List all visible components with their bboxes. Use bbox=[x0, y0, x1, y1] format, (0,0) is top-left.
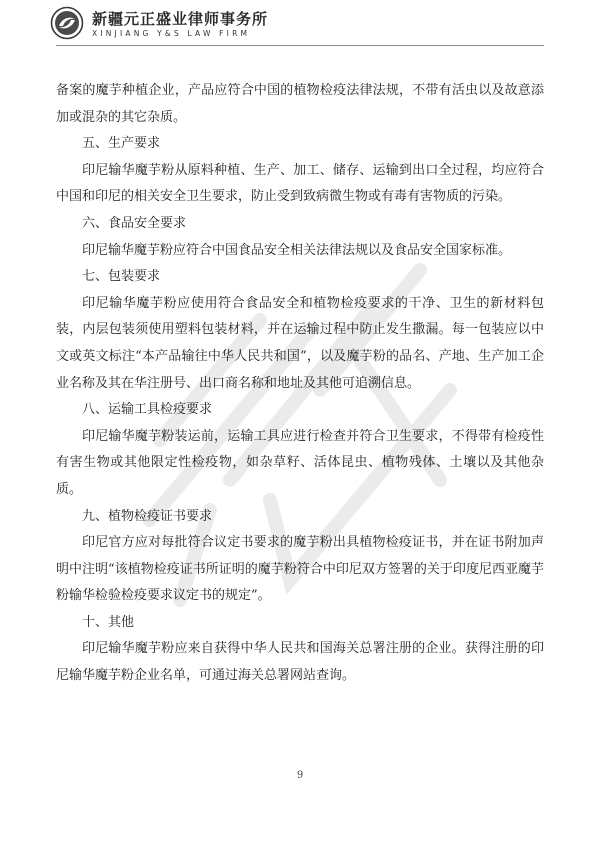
firm-name-cn: 新疆元正盛业律师事务所 bbox=[92, 10, 269, 28]
firm-name-en: XINJIANG Y&S LAW FIRM bbox=[92, 29, 251, 38]
letterhead bbox=[50, 4, 570, 46]
section-heading-10: 十、其他 bbox=[82, 614, 135, 630]
paragraph: 印尼输华魔芋粉应使用符合食品安全和植物检疫要求的干净、卫生的新材料包装，内层包装须使用塑料包装材料，并在运输过程中防止发生撒漏。每一包装应以中文或英文标注“本产品输往中华人民共和国”，以及魔芋粉的品名、产地、生产加工企业名称及其在华注册号、出口商名称和地址及其他可追溯信息。 bbox=[56, 295, 544, 391]
document-body bbox=[56, 78, 544, 690]
paragraph: 印尼输华魔芋粉装运前，运输工具应进行检查并符合卫生要求，不得带有检疫性有害生物或其他限定性检疫物，如杂草籽、活体昆虫、植物残体、土壤以及其他杂质。 bbox=[56, 428, 544, 497]
paragraph: 备案的魔芋种植企业，产品应符合中国的植物检疫法律法规，不带有活虫以及故意添加或混杂的其它杂质。 bbox=[56, 83, 544, 125]
section-heading-6: 六、食品安全要求 bbox=[82, 215, 187, 231]
page-number: 9 bbox=[296, 770, 304, 781]
section-heading-5: 五、生产要求 bbox=[82, 136, 161, 152]
paragraph: 印尼输华魔芋粉应符合中国食品安全相关法律法规以及食品安全国家标准。 bbox=[82, 242, 512, 258]
section-heading-7: 七、包装要求 bbox=[82, 269, 161, 285]
paragraph: 印尼输华魔芋粉从原料种植、生产、加工、储存、运输到出口全过程，均应符合中国和印尼的相关安全卫生要求，防止受到致病微生物或有毒有害物质的污染。 bbox=[56, 162, 544, 205]
section-heading-8: 八、运输工具检疫要求 bbox=[82, 402, 213, 418]
paragraph: 印尼输华魔芋粉应来自获得中华人民共和国海关总署注册的企业。获得注册的印尼输华魔芋粉企业名单，可通过海关总署网站查询。 bbox=[56, 641, 544, 684]
paragraph: 印尼官方应对每批符合议定书要求的魔芋粉出具植物检疫证书，并在证书附加声明中注明“该植物检疫证书所证明的魔芋粉符合中印尼双方签署的关于印度尼西亚魔芋粉输华检验检疫要求议定书的规定”。 bbox=[56, 535, 544, 604]
section-heading-9: 九、植物检疫证书要求 bbox=[82, 508, 213, 524]
firm-logo-icon bbox=[50, 6, 84, 40]
header-divider bbox=[56, 45, 544, 46]
